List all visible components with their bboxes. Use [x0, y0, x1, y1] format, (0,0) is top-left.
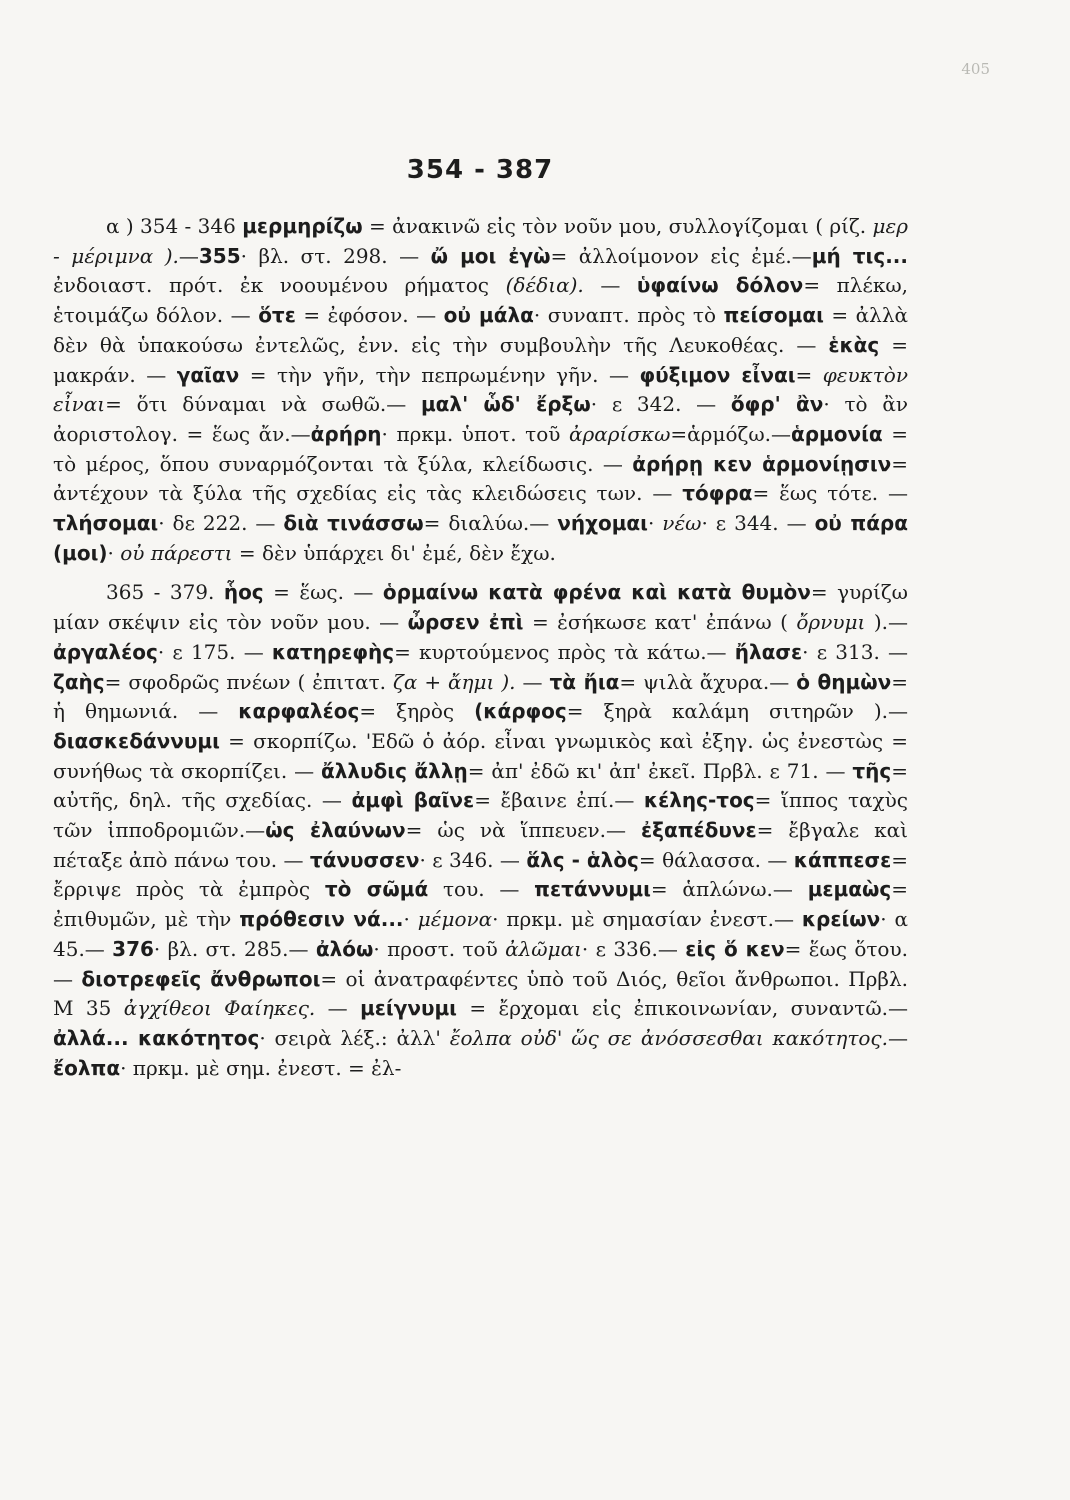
lemma-term: γαῖαν — [176, 362, 240, 387]
lemma-term: ἁρμονία — [791, 421, 883, 446]
lemma-term: κέλης-τος — [643, 788, 755, 813]
gloss-text: = κυρτούμενος πρὸς τὰ κάτω.— — [394, 639, 735, 664]
paragraph-365-379 — [53, 578, 908, 1083]
commentary-text — [53, 212, 908, 1083]
gloss-text: = ἵππος ταχὺς τῶν ἱπποδρομιῶν.— — [53, 788, 908, 843]
gloss-text: = ἀπ' ἐδῶ κι' ἀπ' ἐκεῖ. Πρβλ. ε 71. — — [467, 758, 853, 783]
lemma-term: ὁ θημὼν — [796, 669, 892, 694]
gloss-text: = ὅτι δύναμαι νὰ σωθῶ.— — [105, 392, 421, 417]
gloss-text: · πρκμ. μὲ σημ. ἐνεστ. = ἐλ- — [120, 1055, 402, 1080]
lemma-term: ὄφρ' ἂν — [730, 392, 824, 417]
lemma-term: διὰ τινάσσω — [283, 511, 424, 536]
gloss-text: = τὴν γῆν, τὴν πεπρωμένην γῆν. — — [239, 362, 640, 387]
gloss-text: · βλ. στ. 285.— — [153, 936, 316, 961]
italic-gloss: μέμονα — [417, 907, 493, 932]
lemma-term: κατηρεφὴς — [271, 639, 395, 664]
gloss-text: = ἕως ὅτου. — — [53, 936, 908, 991]
italic-gloss: οὐ πάρεστι — [120, 540, 233, 565]
lemma-term: μεμαὼς — [807, 877, 892, 902]
gloss-text: = ἀλλὰ δὲν θὰ ὑπακούσω ἐντελῶς, ἐνν. εἰς τὴν συμβουλὴν τῆς Λευκοθέας. — — [53, 303, 909, 357]
gloss-text: = ἕως τότε. — — [752, 481, 908, 506]
lemma-term: ἧος — [223, 580, 264, 605]
lemma-term: ἐξαπέδυνε — [641, 818, 757, 843]
gloss-text: = ἐπιθυμῶν, μὲ τὴν — [53, 877, 908, 932]
lemma-term: πείσομαι — [723, 303, 824, 328]
gloss-text: · δε 222. — — [158, 511, 284, 536]
gloss-text: = διαλύω.— — [423, 511, 558, 536]
lemma-term: διασκεδάννυμι — [53, 728, 220, 753]
gloss-text: α ) 354 - 346 — [106, 214, 243, 238]
gloss-text: =ἁρμόζω.— — [670, 421, 791, 446]
gloss-text: = γυρίζω μίαν σκέψιν εἰς τὸν νοῦν μου. — — [53, 580, 908, 635]
gloss-text: = ἔρριψε πρὸς τὰ ἐμπρὸς — [53, 847, 908, 902]
lemma-term: ὦρσεν ἐπὶ — [407, 610, 524, 635]
lemma-term: τάνυσσεν — [309, 847, 420, 872]
gloss-text: · πρκμ. μὲ σημασίαν ἐνεστ.— — [492, 907, 802, 932]
gloss-text: = τὸ μέρος, ὅπου συναρμόζονται τὰ ξύλα, κλείδωσις. — — [53, 421, 908, 476]
lemma-term: φύξιμον εἶναι — [639, 362, 796, 387]
gloss-text: · ε 336.— — [581, 936, 686, 961]
lemma-term: τλήσομαι — [53, 511, 159, 536]
gloss-text: · ε 342. — — [590, 392, 731, 417]
lemma-term: ὅτε — [258, 303, 296, 328]
italic-gloss: ἔολπα οὐδ' ὥς σε ἀνόσσεσθαι κακότητος. — [449, 1025, 888, 1050]
gloss-text: · πρκμ. ὑποτ. τοῦ — [381, 421, 569, 446]
gloss-text: = ἔρχομαι εἰς ἐπικοινωνίαν, συναντῶ.— — [456, 996, 908, 1021]
gloss-text: — — [888, 1025, 908, 1050]
gloss-text: · — [107, 540, 121, 565]
gloss-text: = ἕως. — — [263, 580, 383, 605]
gloss-text: = — [795, 362, 823, 387]
lemma-term: ὡς ἐλαύνων — [265, 818, 406, 843]
gloss-text: = ἔβγαλε καὶ πέταξε ἀπὸ πάνω του. — — [53, 818, 908, 872]
lemma-term: κάππεσε — [793, 847, 892, 872]
lemma-term: ὤ μοι ἐγὼ — [430, 243, 551, 268]
gloss-text: = ἡ θημωνιά. — — [53, 669, 908, 724]
lemma-term: πρόθεσιν νά... — [239, 907, 404, 932]
lemma-term: ἔολπα — [53, 1055, 121, 1080]
gloss-text: = ἁπλώνω.— — [650, 877, 808, 902]
gloss-text: = ξηρὸς — [359, 699, 475, 724]
lemma-term: ἀρήρη — [310, 421, 382, 446]
italic-gloss: νέω — [662, 511, 702, 536]
lemma-term: εἰς ὅ κεν — [685, 936, 785, 961]
lemma-term: μερμηρίζω — [242, 214, 363, 238]
gloss-text: = οἱ ἀνατραφέντες ὑπὸ τοῦ Διός, θεῖοι ἄνθρωποι. Πρβλ. Μ 35 — [53, 966, 909, 1021]
italic-gloss: ἀλῶμαι — [505, 936, 582, 961]
gloss-text: = ἀντέχουν τὰ ξύλα τῆς σχεδίας εἰς τὰς κλειδώσεις των. — — [53, 451, 908, 506]
gloss-text: · συναπτ. πρὸς τὸ — [533, 303, 724, 328]
gloss-text: — — [315, 996, 361, 1021]
gloss-text: = μακράν. — — [53, 332, 908, 387]
lemma-term: τὰ ἤια — [549, 669, 620, 694]
page-header-verse-range: 354 - 387 — [406, 155, 554, 185]
lemma-term: (κάρφος — [474, 699, 567, 724]
lemma-term: ζαὴς — [53, 669, 105, 694]
italic-gloss: ἀγχίθεοι Φαίηκες. — [123, 996, 316, 1021]
lemma-term: διοτρεφεῖς ἄνθρωποι — [81, 966, 321, 991]
lemma-term: ἀρήρῃ κεν ἁρμονίῃσιν — [632, 451, 892, 476]
lemma-term: οὐ μάλα — [443, 303, 534, 328]
gloss-text: · προστ. τοῦ — [373, 936, 506, 961]
lemma-term: μαλ' ὧδ' ἔρξω — [420, 392, 591, 417]
lemma-term: ἀμφὶ βαῖνε — [351, 788, 475, 813]
gloss-text: · βλ. στ. 298. — — [240, 243, 431, 268]
gloss-text: — — [515, 669, 550, 694]
gloss-text: · — [403, 907, 418, 932]
gloss-text: = πλέκω, ἑτοιμάζω δόλον. — — [53, 273, 909, 328]
gloss-text: ).— — [865, 610, 908, 635]
gloss-text: — — [583, 273, 637, 298]
gloss-text: = ἀνακινῶ εἰς τὸν νοῦν μου, συλλογίζομαι ( ρίζ. — [362, 214, 873, 238]
gloss-text: = θάλασσα. — — [638, 847, 794, 872]
gloss-text: = ἐφόσον. — — [295, 303, 444, 328]
lemma-term: τὸ σῶμά — [324, 877, 429, 902]
gloss-text: = αὐτῆς, δηλ. τῆς σχεδίας. — — [53, 758, 909, 813]
gloss-text: · ε 346. — — [419, 847, 527, 872]
gloss-text: = δὲν ὑπάρχει δι' ἐμέ, δὲν ἔχω. — [232, 540, 556, 565]
gloss-text: = σκορπίζω. 'Εδῶ ὁ ἀόρ. εἶναι γνωμικὸς καὶ ἐξηγ. ὡς ἐνεστὼς = συνήθως τὰ σκορπίζει. — — [53, 728, 908, 783]
lemma-term: ὑφαίνω δόλον — [636, 273, 804, 298]
gloss-text: = ἔβαινε ἐπί.— — [474, 788, 644, 813]
italic-gloss: φευκτὸν εἶναι — [53, 362, 908, 417]
gloss-text: ἐνδοιαστ. πρότ. ἐκ νοουμένου ρήματος — [53, 273, 506, 298]
gloss-text: = ξηρὰ καλάμη σιτηρῶν ).— — [566, 699, 908, 724]
lemma-term: ἄλλυδις ἄλλῃ — [320, 758, 468, 783]
gloss-text: = ψιλὰ ἄχυρα.— — [619, 669, 797, 694]
lemma-term: ἑκὰς — [828, 332, 880, 357]
lemma-term: μείγνυμι — [360, 996, 457, 1021]
gloss-text: · ε 344. — — [701, 511, 815, 536]
lemma-term: μή τις... — [811, 243, 908, 268]
lemma-term: ὁρμαίνω κατὰ φρένα καὶ κατὰ θυμὸν — [382, 580, 811, 605]
lemma-term: πετάννυμι — [534, 877, 651, 902]
lemma-term: νήχομαι — [557, 511, 648, 536]
gloss-text: · ε 313. — — [802, 639, 909, 664]
italic-gloss: μερ - μέριμνα ). — [53, 214, 909, 268]
italic-gloss: (δέδια). — [505, 273, 584, 298]
gloss-text: = ἐσήκωσε κατ' ἐπάνω ( — [523, 610, 797, 635]
lemma-term: ἀλλά... κακότητος — [53, 1025, 260, 1050]
lemma-term: τόφρα — [682, 481, 753, 506]
lemma-term: ἀργαλέος — [53, 639, 158, 664]
faded-page-number: 405 — [961, 60, 990, 78]
gloss-text: · — [647, 511, 663, 536]
lemma-term: 376 — [112, 936, 154, 961]
italic-gloss: ἀραρίσκω — [568, 421, 671, 446]
lemma-term: 355 — [198, 243, 241, 268]
lemma-term: ἀλόω — [315, 936, 374, 961]
gloss-text: — — [178, 243, 199, 268]
gloss-text: του. — — [428, 877, 535, 902]
lemma-term: καρφαλέος — [238, 699, 360, 724]
lemma-term: ἤλασε — [734, 639, 803, 664]
gloss-text: = ὡς νὰ ἵππευεν.— — [405, 818, 641, 843]
italic-gloss: ὄρνυμι — [796, 610, 866, 635]
paragraph-354-364 — [53, 212, 908, 568]
lemma-term: οὐ πάρα (μοι) — [53, 511, 908, 565]
gloss-text: · α 45.— — [53, 907, 908, 961]
gloss-text: = σφοδρῶς πνέων ( ἐπιτατ. — [104, 669, 393, 694]
gloss-text: · τὸ ἂν ἀοριστολογ. = ἕως ἄν.— — [53, 392, 908, 446]
lemma-term: ἅλς - ἁλὸς — [526, 847, 639, 872]
gloss-text: = ἀλλοίμονον εἰς ἐμέ.— — [550, 243, 812, 268]
gloss-text: · ε 175. — — [157, 639, 272, 664]
gloss-text: 365 - 379. — [106, 580, 224, 605]
italic-gloss: ζα + ἄημι ). — [392, 669, 516, 694]
lemma-term: τῆς — [852, 758, 892, 783]
gloss-text: · σειρὰ λέξ.: ἀλλ' — [259, 1025, 450, 1050]
lemma-term: κρείων — [801, 907, 881, 932]
